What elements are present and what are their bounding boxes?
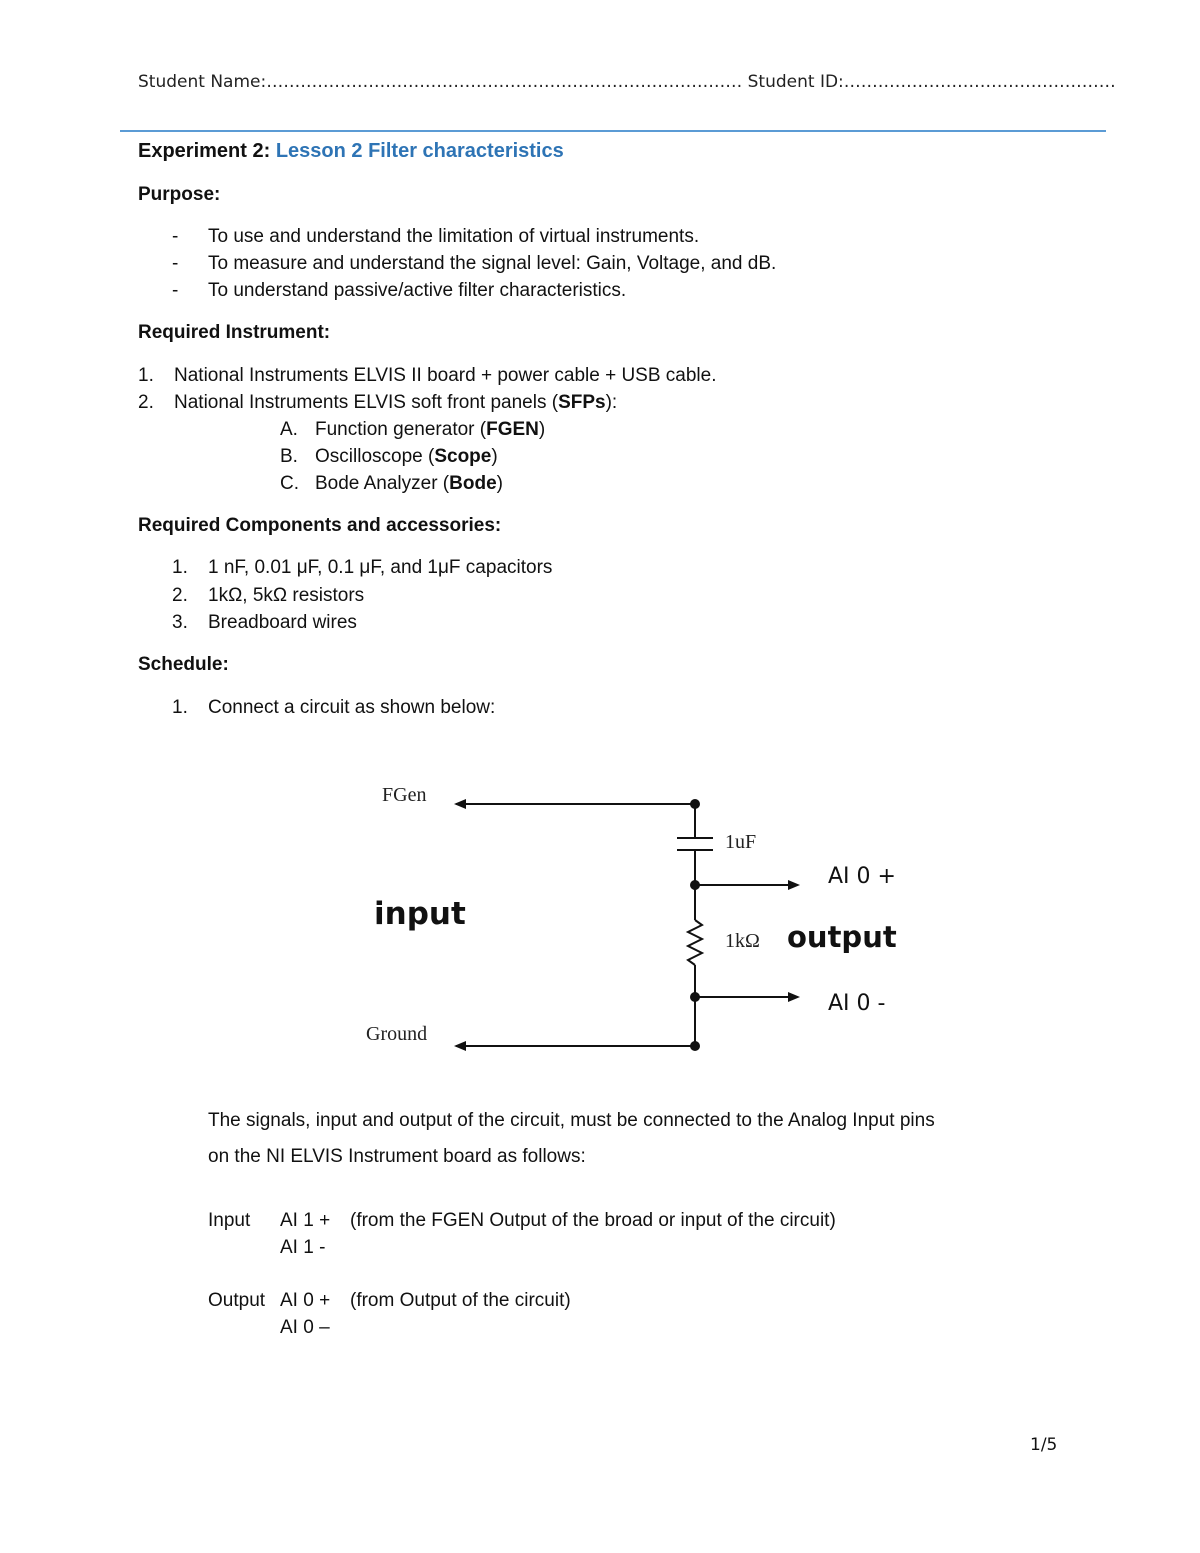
- resistor-label: 1kΩ: [725, 930, 760, 952]
- ai0-plus-arrow-icon: [788, 880, 800, 890]
- list-number: 2.: [138, 392, 154, 413]
- input-pin-2: AI 1 -: [280, 1237, 326, 1258]
- instrument-item-1: National Instruments ELVIS II board + power cable + USB cable.: [174, 365, 717, 386]
- student-name-label: Student Name:: [138, 72, 267, 92]
- instrument-item-2-tail: ):: [605, 392, 618, 413]
- sub-item-bold: FGEN: [486, 419, 539, 440]
- list-number: 1.: [138, 365, 154, 386]
- sub-item-text: Oscilloscope (: [315, 446, 435, 467]
- schedule-step-1: Connect a circuit as shown below:: [208, 697, 496, 718]
- fgen-arrow-icon: [454, 799, 466, 809]
- output-label: output: [787, 920, 897, 954]
- page-title: [138, 140, 564, 163]
- bullet-dash: -: [172, 226, 179, 247]
- output-note: (from Output of the circuit): [350, 1290, 571, 1311]
- list-number: 3.: [172, 612, 188, 633]
- title-prefix: Experiment 2:: [138, 140, 276, 162]
- sub-item-tail: ): [538, 419, 546, 440]
- list-number: 1.: [172, 557, 188, 578]
- fgen-label: FGen: [382, 784, 427, 806]
- instrument-item-2-bold: SFPs: [558, 392, 606, 413]
- body-paragraph-line-2: on the NI ELVIS Instrument board as follows:: [208, 1146, 586, 1167]
- sub-item-bold: Bode: [449, 473, 497, 494]
- purpose-heading: Purpose:: [138, 184, 221, 205]
- output-pin-2: AI 0 –: [280, 1317, 330, 1338]
- output-row-label: Output: [208, 1290, 266, 1311]
- instrument-item-2: [174, 392, 617, 414]
- sub-marker: A.: [280, 419, 298, 440]
- resistor-zigzag: [688, 920, 702, 965]
- sub-marker: B.: [280, 446, 298, 467]
- sub-item-fgen: [315, 419, 545, 441]
- ai0-minus-arrow-icon: [788, 992, 800, 1002]
- student-info-line: [138, 72, 1116, 92]
- ground-arrow-icon: [454, 1041, 466, 1051]
- input-pin-1: AI 1 +: [280, 1210, 331, 1231]
- header-rule: [120, 130, 1106, 132]
- ai0-minus-label: AI 0 -: [828, 991, 886, 1016]
- purpose-item-2: To measure and understand the signal level: Gain, Voltage, and dB.: [208, 253, 777, 274]
- input-note: (from the FGEN Output of the broad or input of the circuit): [350, 1210, 836, 1231]
- purpose-item-3: To understand passive/active filter characteristics.: [208, 280, 627, 301]
- sub-item-bold: Scope: [434, 446, 492, 467]
- sub-item-bode: [315, 473, 503, 495]
- circuit-diagram: [340, 760, 920, 1080]
- page-number: 1/5: [1030, 1435, 1058, 1455]
- schedule-heading: Schedule:: [138, 654, 229, 675]
- instrument-heading: Required Instrument:: [138, 322, 331, 343]
- student-id-label: Student ID:: [747, 72, 844, 92]
- student-id-blank: …………………………………………: [843, 72, 1116, 92]
- list-number: 2.: [172, 585, 188, 606]
- instrument-item-2-text: National Instruments ELVIS soft front panels (: [174, 392, 559, 413]
- sub-item-tail: ): [491, 446, 498, 467]
- component-item-1: 1 nF, 0.01 μF, 0.1 μF, and 1μF capacitors: [208, 557, 553, 578]
- capacitor-label: 1uF: [725, 831, 757, 853]
- student-name-blank: …………………………………………………………………………: [266, 72, 743, 92]
- purpose-item-1: To use and understand the limitation of virtual instruments.: [208, 226, 700, 247]
- sub-item-tail: ): [496, 473, 503, 494]
- component-item-3: Breadboard wires: [208, 612, 357, 633]
- ground-label: Ground: [366, 1023, 428, 1045]
- components-heading: Required Components and accessories:: [138, 515, 502, 536]
- component-item-2: 1kΩ, 5kΩ resistors: [208, 585, 365, 606]
- input-row-label: Input: [208, 1210, 251, 1231]
- sub-item-scope: [315, 446, 498, 468]
- sub-item-text: Function generator (: [315, 419, 487, 440]
- input-label: input: [374, 896, 466, 932]
- ai0-plus-label: AI 0 +: [828, 864, 896, 889]
- list-number: 1.: [172, 697, 188, 718]
- sub-marker: C.: [280, 473, 299, 494]
- bullet-dash: -: [172, 280, 179, 301]
- output-pin-1: AI 0 +: [280, 1290, 331, 1311]
- sub-item-text: Bode Analyzer (: [315, 473, 450, 494]
- title-lesson: Lesson 2 Filter characteristics: [275, 140, 564, 162]
- bullet-dash: -: [172, 253, 179, 274]
- body-paragraph-line-1: The signals, input and output of the circuit, must be connected to the Analog Input pins: [208, 1110, 935, 1131]
